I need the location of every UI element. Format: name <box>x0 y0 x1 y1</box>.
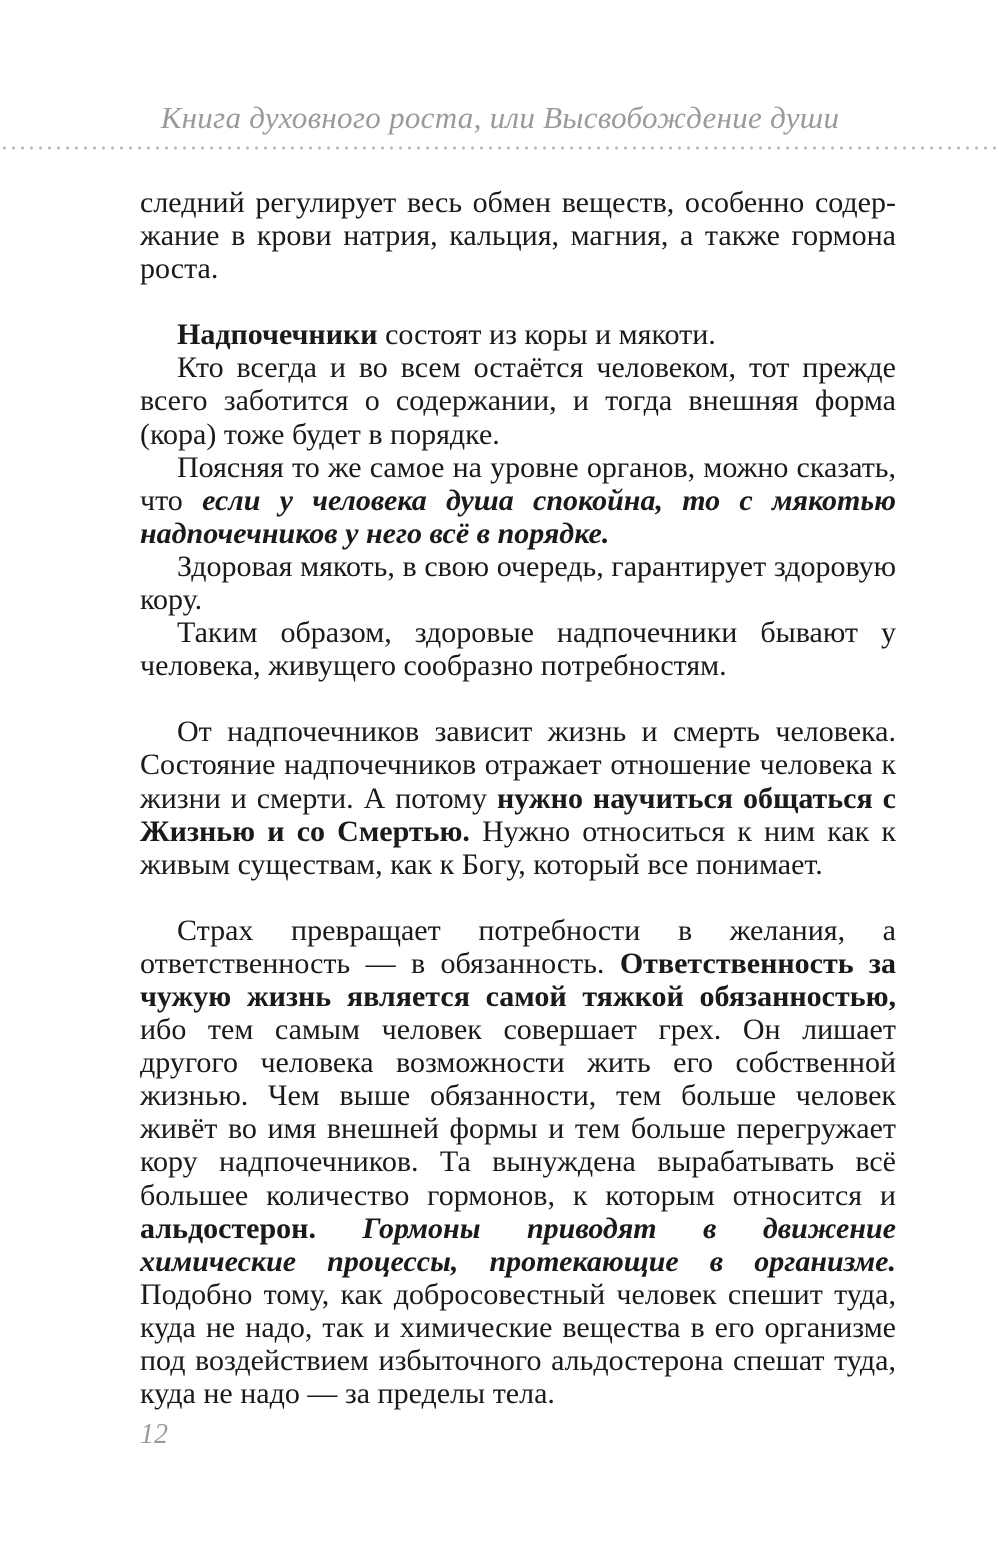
paragraph-text: Кто всегда и во всем остаётся человеком, тот прежде всего заботится о содержании, и тогда внешняя форма (кора) тоже будет в порядке. <box>140 351 896 451</box>
running-head-title: Книга духовного роста, или Высвобождение души <box>160 100 840 135</box>
paragraph-text: Страх превращает потребности в желания, а ответственность — в обязанность. <box>140 913 896 980</box>
bold-term: Надпочечники <box>177 318 378 352</box>
paragraph-continuation <box>140 186 896 285</box>
bold-term-aldosterone: альдостерон. <box>140 1211 316 1245</box>
paragraph-text: ибо тем самым человек совершает грех. Он лишает другого человека возможности жить его собственной жизнью. Чем выше обязанности, тем больше человек живёт во имя внешней формы и тем больше перегружает кору надпочечников. Та вынуждена вырабатывать всё большее количество гормонов, к которым относится и <box>140 1013 896 1212</box>
paragraph-content-form <box>140 351 896 450</box>
paragraph-life-death <box>140 715 896 880</box>
paragraph-text: Здоровая мякоть, в свою очередь, гарантирует здоровую кору. <box>140 549 896 617</box>
bold-emphasis: нужно научиться общаться с Жизнью и со Смертью. <box>140 781 896 848</box>
paragraph-organ-level <box>140 451 896 550</box>
paragraph-text: Таким образом, здоровые надпочечники бывают у человека, живущего сообразно потребностям. <box>140 616 896 683</box>
dotted-divider <box>0 146 1000 150</box>
paragraph-text: Нужно относиться к ним как к живым существам, как к Богу, который все понимает. <box>140 814 896 881</box>
bold-italic-emphasis: Гормоны приводят в движение химические процессы, протекающие в организме. <box>140 1211 896 1278</box>
paragraph-fear-responsibility <box>140 914 896 1410</box>
page-body <box>140 186 896 1410</box>
bold-emphasis: Ответственность за чужую жизнь является самой тяжкой обязанностью, <box>140 946 896 1013</box>
paragraph-text: От надпочечников зависит жизнь и смерть человека. Состояние надпочечников отражает отношение человека к жизни и смерти. А потому <box>140 715 896 815</box>
bold-italic-emphasis: если у человека душа спокойна, то с мякотью надпочечников у него всё в порядке. <box>140 483 896 550</box>
paragraph-adrenal-intro <box>140 318 896 351</box>
page-number: 12 <box>140 1419 168 1450</box>
paragraph-text: состоят из коры и мякоти. <box>377 318 716 352</box>
paragraph-healthy-medulla <box>140 550 896 616</box>
paragraph-text: следний регулирует весь обмен веществ, особенно содержание в крови натрия, кальция, магния, а также гормона роста. <box>140 186 896 286</box>
paragraph-text: Подобно тому, как добросовестный человек спешит туда, куда не надо, так и химические вещества в его организме под воздействием избыточного альдостерона спешат туда, куда не надо — за пределы тела. <box>140 1277 896 1411</box>
paragraph-text: Поясняя то же самое на уровне органов, можно сказать, что <box>140 450 896 517</box>
space <box>316 1212 362 1245</box>
paragraph-conclusion <box>140 616 896 682</box>
